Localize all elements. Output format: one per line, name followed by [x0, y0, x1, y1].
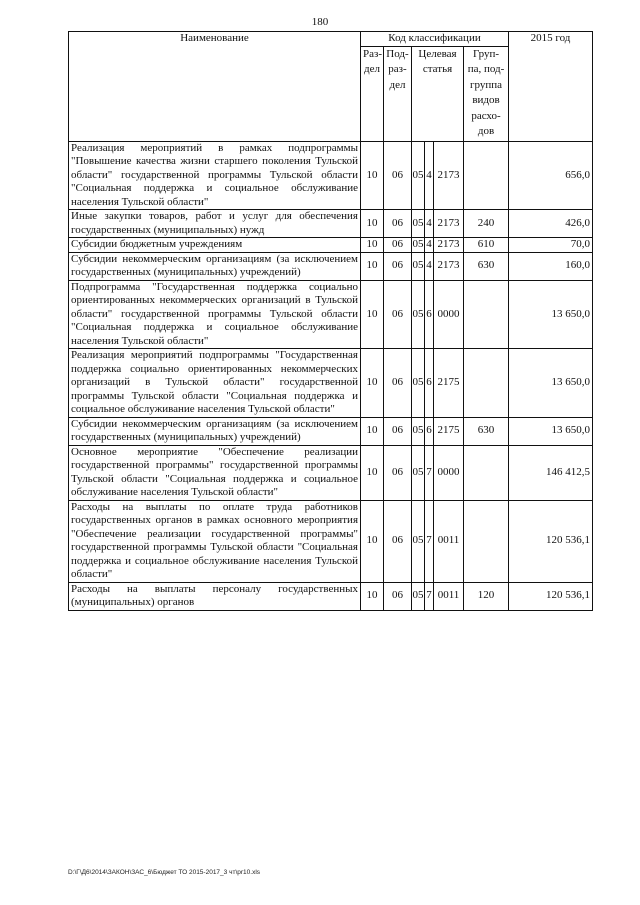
row-amount: 13 650,0	[509, 280, 593, 349]
row-name: Реализация мероприятий в рамках подпрограммы "Повышение качества жизни старшего поколения Тульской области" государственной программы Тульской области "Социальная поддержка и социальное обслуживание населения Тульской области"	[69, 141, 361, 210]
row-target-direction: 2173	[434, 238, 464, 253]
row-target-direction: 2173	[434, 141, 464, 210]
row-target-direction: 0000	[434, 280, 464, 349]
row-group: 240	[464, 210, 509, 238]
row-razdel: 10	[361, 252, 384, 280]
header-name: Наименование	[69, 32, 361, 142]
row-target-program: 05	[412, 252, 425, 280]
table-row	[69, 141, 593, 210]
row-amount: 160,0	[509, 252, 593, 280]
row-target-subprogram: 6	[425, 349, 434, 418]
header-classification: Код классификации	[361, 32, 509, 47]
row-podrazdel: 06	[384, 582, 412, 610]
row-name: Субсидии бюджетным учреждениям	[69, 238, 361, 253]
header-group-text: Груп- па, под- группа видов расхо- дов	[467, 47, 505, 137]
row-target-subprogram: 7	[425, 582, 434, 610]
row-razdel: 10	[361, 582, 384, 610]
row-target-program: 05	[412, 349, 425, 418]
table-row	[69, 417, 593, 445]
row-podrazdel: 06	[384, 445, 412, 500]
row-target-direction: 2173	[434, 252, 464, 280]
row-group	[464, 349, 509, 418]
header-podrazdel-text: Под- раз- дел	[386, 47, 409, 91]
table-row	[69, 582, 593, 610]
header-row	[69, 32, 593, 47]
row-group: 120	[464, 582, 509, 610]
row-target-direction: 0000	[434, 445, 464, 500]
row-razdel: 10	[361, 445, 384, 500]
row-name: Подпрограмма "Государственная поддержка социально ориентированных некоммерческих организаций в Тульской области" государственной программы Тульской области "Социальная поддержка и социальное обслуживание населения Тульской области"	[69, 280, 361, 349]
row-target-subprogram: 7	[425, 445, 434, 500]
header-razdel-text: Раз- дел	[363, 47, 383, 75]
row-name: Иные закупки товаров, работ и услуг для обеспечения государственных (муниципальных) нужд	[69, 210, 361, 238]
table-row	[69, 500, 593, 582]
row-group	[464, 500, 509, 582]
row-razdel: 10	[361, 500, 384, 582]
row-amount: 146 412,5	[509, 445, 593, 500]
row-razdel: 10	[361, 238, 384, 253]
header-razdel	[361, 46, 384, 141]
table-row	[69, 238, 593, 253]
row-target-subprogram: 4	[425, 141, 434, 210]
row-group: 610	[464, 238, 509, 253]
row-target-direction: 0011	[434, 582, 464, 610]
row-target-subprogram: 4	[425, 210, 434, 238]
row-razdel: 10	[361, 349, 384, 418]
row-group: 630	[464, 252, 509, 280]
row-amount: 120 536,1	[509, 582, 593, 610]
header-target	[412, 46, 464, 141]
row-podrazdel: 06	[384, 252, 412, 280]
row-name: Субсидии некоммерческим организациям (за исключением государственных (муниципальных) учреждений)	[69, 417, 361, 445]
row-amount: 120 536,1	[509, 500, 593, 582]
row-razdel: 10	[361, 280, 384, 349]
row-group	[464, 445, 509, 500]
header-target-text: Целевая статья	[418, 47, 457, 75]
row-podrazdel: 06	[384, 417, 412, 445]
row-target-subprogram: 7	[425, 500, 434, 582]
row-target-program: 05	[412, 582, 425, 610]
row-podrazdel: 06	[384, 141, 412, 210]
row-target-direction: 2175	[434, 349, 464, 418]
row-podrazdel: 06	[384, 500, 412, 582]
row-amount: 70,0	[509, 238, 593, 253]
row-target-program: 05	[412, 238, 424, 250]
row-target-subprogram: 4	[426, 238, 432, 250]
row-target-direction: 2173	[434, 210, 464, 238]
row-target-program: 05	[412, 417, 425, 445]
row-amount: 656,0	[509, 141, 593, 210]
row-podrazdel: 06	[384, 349, 412, 418]
row-target-program: 05	[412, 500, 425, 582]
row-group: 630	[464, 417, 509, 445]
row-target-program: 05	[412, 141, 425, 210]
row-target-program: 05	[412, 210, 425, 238]
row-amount: 426,0	[509, 210, 593, 238]
row-group	[464, 141, 509, 210]
header-year: 2015 год	[509, 32, 593, 142]
header-group	[464, 46, 509, 141]
table-row	[69, 210, 593, 238]
row-amount: 13 650,0	[509, 349, 593, 418]
row-razdel: 10	[361, 141, 384, 210]
page-number: 180	[311, 16, 329, 28]
row-target-subprogram: 6	[425, 280, 434, 349]
row-target-subprogram: 6	[425, 417, 434, 445]
row-name: Расходы на выплаты по оплате труда работников государственных органов в рамках основного мероприятия "Обеспечение реализации государственной программы" государственной программы Тульской области "Социальная поддержка и социальное обслуживание населения Тульской области"	[69, 500, 361, 582]
row-podrazdel: 06	[384, 238, 412, 253]
table-row	[69, 349, 593, 418]
row-amount: 13 650,0	[509, 417, 593, 445]
row-target-program: 05	[412, 280, 425, 349]
row-name: Основное мероприятие "Обеспечение реализации государственной программы" государственной программы Тульской области "Социальная поддержка и социальное обслуживание населения Тульской области"	[69, 445, 361, 500]
header-podrazdel	[384, 46, 412, 141]
budget-table	[68, 31, 593, 611]
row-podrazdel: 06	[384, 210, 412, 238]
row-target-direction: 2175	[434, 417, 464, 445]
file-path-footer: D:\Г\Д6\2014\ЗАКОН\ЗАС_6\Бюджет ТО 2015-2017_3 чт\рr10.xls	[68, 869, 261, 876]
row-target-subprogram: 4	[425, 252, 434, 280]
table-row	[69, 252, 593, 280]
row-razdel: 10	[361, 417, 384, 445]
table-row	[69, 280, 593, 349]
row-name: Реализация мероприятий подпрограммы "Государственная поддержка социально ориентированных некоммерческих организаций в Тульской области" государственной программы Тульской области "Социальная поддержка и социальное обслуживание населения Тульской области"	[69, 349, 361, 418]
row-target-program: 05	[412, 445, 425, 500]
row-group	[464, 280, 509, 349]
row-podrazdel: 06	[384, 280, 412, 349]
row-name: Субсидии некоммерческим организациям (за исключением государственных (муниципальных) учреждений)	[69, 252, 361, 280]
row-razdel: 10	[361, 210, 384, 238]
row-name: Расходы на выплаты персоналу государственных (муниципальных) органов	[69, 582, 361, 610]
table-row	[69, 445, 593, 500]
row-target-direction: 0011	[434, 500, 464, 582]
